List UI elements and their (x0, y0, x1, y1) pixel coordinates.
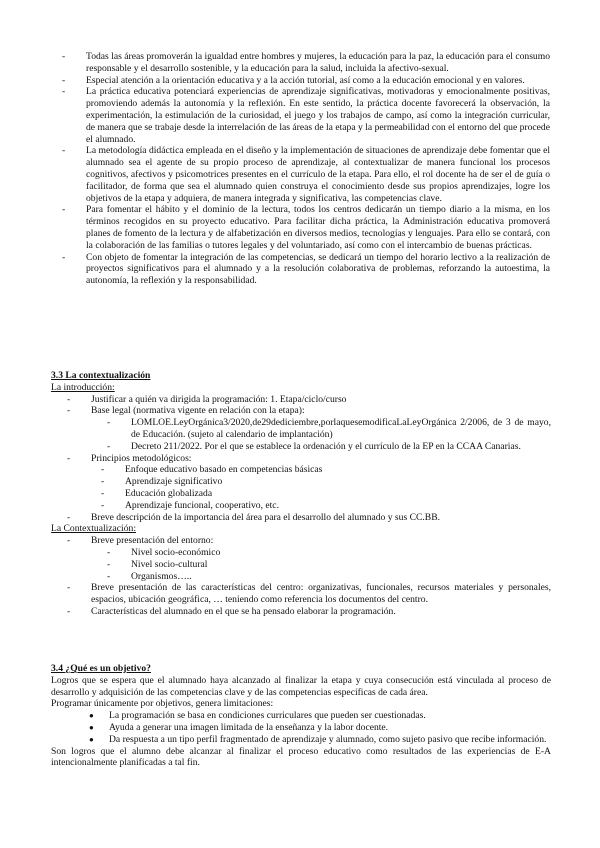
list-item: - LOMLOE.LeyOrgánica3/2020,de29dediciembre,porlaquesemodificaLaLeyOrgánica 2/2006, de 3 de mayo, de Educación. (sujeto al calendario de implantación) (105, 417, 551, 441)
list-item-text: Breve presentación del entorno: (91, 535, 214, 547)
section-objetivo (51, 663, 551, 769)
section-contextualizacion (51, 370, 551, 618)
list-item: - Características del alumnado en el que se ha pensado elaborar la programación. (65, 606, 551, 618)
list-item (65, 405, 551, 452)
list-item: ● Ayuda a generar una imagen limitada de la enseñanza y la labor docente. (87, 722, 551, 734)
subsection-label: La Contextualización: (51, 523, 136, 535)
list-item: - Nivel socio-cultural (105, 559, 551, 571)
list-item (65, 453, 551, 512)
intro-list (65, 394, 551, 524)
subsection-label: La introducción: (51, 381, 115, 393)
legal-sublist (105, 417, 551, 452)
list-item: ● La programación se basa en condiciones curriculares que pueden ser cuestionadas. (87, 710, 551, 722)
paragraph: Logros que se espera que el alumnado haya alcanzado al finalizar la etapa y cuya consecución está vinculada al proceso de desarrollo y adquisición de las competencias clave y de las competencias específicas de cada área. (51, 674, 551, 698)
list-item: - Breve presentación de las características del centro: organizativas, funcionales, recursos materiales y personales, espacios, ubicación geográfica, … teniendo como referencia los documentos del centro. (65, 582, 551, 606)
limitations-list (87, 710, 551, 745)
section-heading: 3.3 La contextualización (51, 370, 151, 381)
list-item (65, 535, 551, 582)
list-item: - Enfoque educativo basado en competencias básicas (99, 464, 551, 476)
list-item-text: Principios metodológicos: (91, 452, 192, 464)
list-item: - La práctica educativa potenciará experiencias de aprendizaje significativas, motivadoras y emocionalmente positivas, promoviendo además la autonomía y la reflexión. En este sentido, la práctica docente favorecerá la observación, la experimentación, la estimulación de la curiosidad, el juego y los trabajos de campo, así como la integración curricular, de manera que se trabaje desde la interrelación de las áreas de la etapa y la permeabilidad con el entorno del que procede el alumnado. (60, 86, 550, 145)
list-item: - Nivel socio-económico (105, 547, 551, 559)
section-heading: 3.4 ¿Qué es un objetivo? (51, 663, 151, 674)
context-list (65, 535, 551, 618)
list-item: - Breve descripción de la importancia del área para el desarrollo del alumnado y sus CC.BB. (65, 512, 551, 524)
list-item: ● Da respuesta a un tipo perfil fragmentado de aprendizaje y alumnado, como sujeto pasivo que recibe información. (87, 734, 551, 746)
list-item: - Aprendizaje funcional, cooperativo, etc. (99, 500, 551, 512)
paragraph: Son logros que el alumno debe alcanzar al finalizar el proceso educativo como resultados de las experiencias de E-A intencionalmente planificadas a tal fin. (51, 745, 551, 769)
list-item: - La metodología didáctica empleada en el diseño y la implementación de situaciones de aprendizaje debe fomentar que el alumnado sea el agente de su propio proceso de aprendizaje, al contextualizar de manera funcional los procesos cognitivos, afectivos y psicomotrices presentes en el currículo de la etapa. Para ello, el rol docente ha de ser el de guía o facilitador, de forma que sea el alumnado quien construya el conocimiento desde sus propios aprendizajes, logre los objetivos de la etapa y adquiera, de manera integrada y significativa, las competencias clave. (60, 145, 550, 204)
list-item-text: Base legal (normativa vigente en relación con la etapa): (91, 405, 305, 417)
list-item: - Justificar a quién va dirigida la programación: 1. Etapa/ciclo/curso (65, 394, 551, 406)
list-item: - Todas las áreas promoverán la igualdad entre hombres y mujeres, la educación para la paz, la educación para el consumo responsable y el desarrollo sostenible, y la educación para la salud, incluida la afectivo-sexual. (60, 51, 550, 75)
paragraph: Programar únicamente por objetivos, genera limitaciones: (51, 698, 274, 710)
list-item: - Decreto 211/2022. Por el que se establece la ordenación y el currículo de la EP en la CCAA Canarias. (105, 441, 551, 453)
list-item: - Con objeto de fomentar la integración de las competencias, se dedicará un tiempo del horario lectivo a la realización de proyectos significativos para el alumnado y a la resolución colaborativa de problemas, reforzando la autoestima, la autonomía, la reflexión y la responsabilidad. (60, 252, 550, 287)
list-item: - Especial atención a la orientación educativa y a la acción tutorial, así como a la educación emocional y en valores. (60, 75, 550, 87)
principles-list (60, 51, 550, 287)
list-item: - Organismos….. (105, 571, 551, 583)
list-item: - Aprendizaje significativo (99, 476, 551, 488)
env-sublist (105, 547, 551, 582)
list-item: - Para fomentar el hábito y el dominio de la lectura, todos los centros dedicarán un tiempo diario a la misma, en los términos recogidos en su proyecto educativo. Para facilitar dicha práctica, la Administración educativa promoverá planes de fomento de la lectura y de alfabetización en diversos medios, tecnologías y lenguajes. Para ello se contará, con la colaboración de las familias o tutores legales y del voluntariado, así como con el intercambio de buenas prácticas. (60, 204, 550, 251)
principles-sublist (99, 464, 551, 511)
list-item: - Educación globalizada (99, 488, 551, 500)
